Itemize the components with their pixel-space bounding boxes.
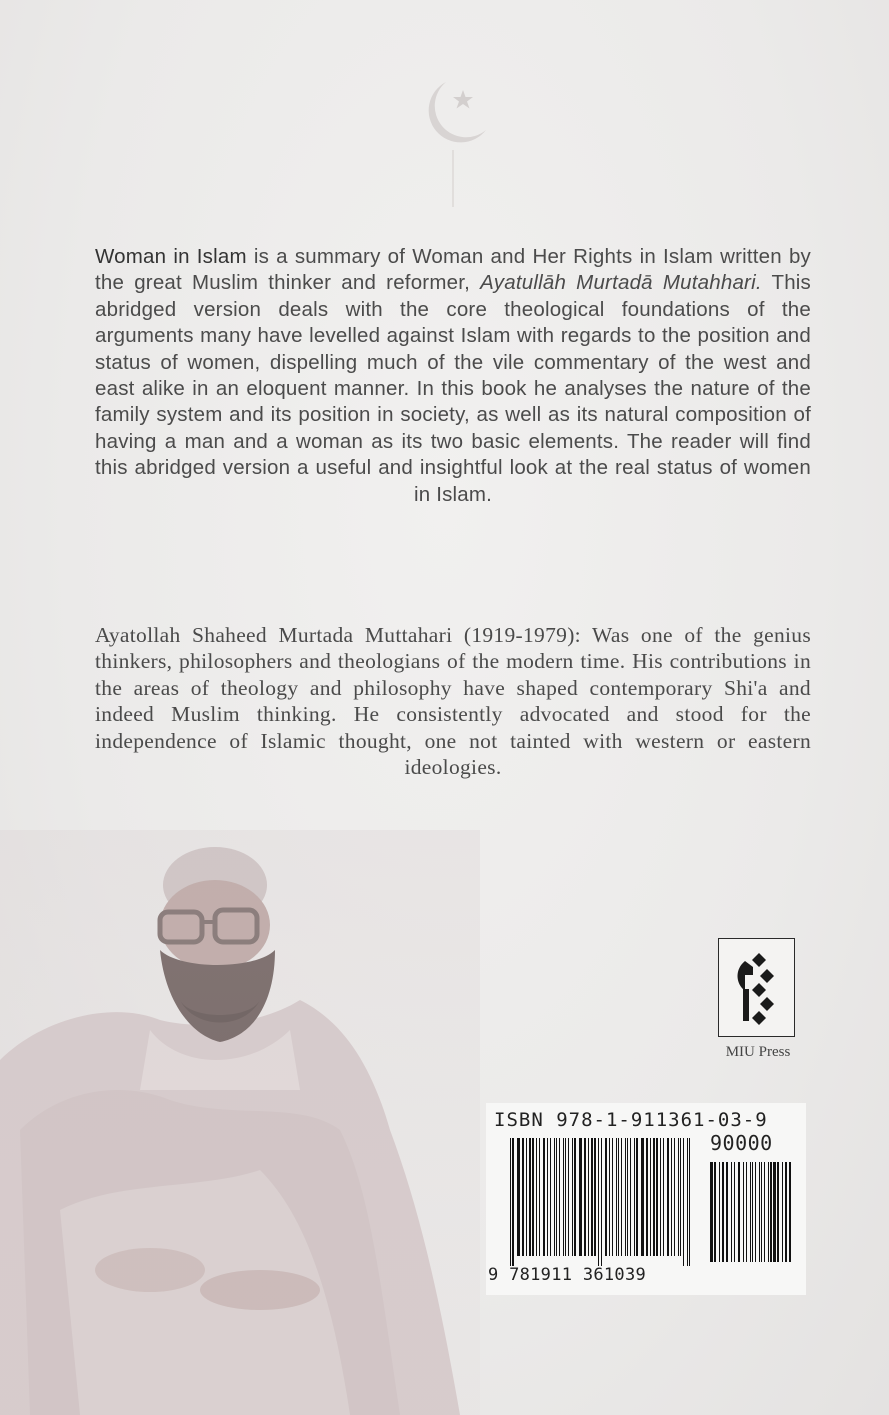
- barcode-bar: [563, 1138, 564, 1256]
- author-portrait-image: [0, 830, 480, 1415]
- barcode-bar: [601, 1138, 602, 1266]
- barcode-bar: [634, 1138, 635, 1256]
- barcode-bar: [650, 1138, 651, 1256]
- barcode-bar: [605, 1138, 607, 1256]
- barcode-bar: [689, 1138, 690, 1266]
- barcode-addon-bar: [731, 1162, 732, 1262]
- barcode-bar: [594, 1138, 596, 1256]
- barcode-bar: [572, 1138, 573, 1256]
- barcode-bar: [680, 1138, 681, 1256]
- barcode-bar: [539, 1138, 540, 1256]
- barcode-addon-bar: [777, 1162, 779, 1262]
- crescent-star-emblem: [408, 72, 498, 212]
- barcode-bar: [579, 1138, 582, 1256]
- description-text: is a summary of Woman and Her Rights in Islam written by the great Muslim thinker and reformer,: [95, 245, 811, 295]
- barcode-bar: [621, 1138, 622, 1256]
- barcode-addon-bar: [734, 1162, 735, 1262]
- barcode-bar: [656, 1138, 658, 1256]
- barcode-bar: [556, 1138, 557, 1256]
- barcode-addon-bar: [750, 1162, 751, 1262]
- barcode-addon-bar: [770, 1162, 772, 1262]
- barcode-addon-bar: [719, 1162, 720, 1262]
- author-name-italic: Ayatullāh Murtadā Mutahhari.: [480, 271, 762, 295]
- barcode-bar: [547, 1138, 548, 1256]
- barcode-addon-bar: [746, 1162, 747, 1262]
- barcode-bar: [618, 1138, 619, 1256]
- barcode-bar: [510, 1138, 511, 1266]
- publisher-logo-icon: [719, 939, 793, 1035]
- barcode-addon-bar: [722, 1162, 724, 1262]
- barcode-bar: [612, 1138, 613, 1256]
- barcode-bar: [663, 1138, 664, 1256]
- barcode-bar: [616, 1138, 617, 1256]
- barcode-bar: [591, 1138, 593, 1256]
- barcode-bar: [588, 1138, 589, 1256]
- barcode-addon-bar: [768, 1162, 769, 1262]
- barcode-addon-bar: [782, 1162, 783, 1262]
- barcode-addon-bar: [726, 1162, 728, 1262]
- barcode-bar: [532, 1138, 534, 1256]
- barcode-addon-bar: [759, 1162, 760, 1262]
- barcode-bar: [630, 1138, 631, 1256]
- barcode-bar: [512, 1138, 514, 1266]
- barcode-addon-bar: [773, 1162, 776, 1262]
- barcode-addon-bar: [755, 1162, 756, 1262]
- barcode-bar: [660, 1138, 661, 1256]
- barcode-bar: [526, 1138, 527, 1256]
- author-bio-name: Ayatollah Shaheed Murtada Muttahari (1919-1979):: [95, 623, 581, 647]
- barcode-addon-bar: [789, 1162, 791, 1262]
- author-biography: [95, 622, 811, 780]
- barcode-addon-bar: [714, 1162, 716, 1262]
- barcode-addon-bar: [764, 1162, 765, 1262]
- barcode-addon-bar: [785, 1162, 787, 1262]
- barcode-bar: [625, 1138, 626, 1256]
- barcode-bar: [543, 1138, 545, 1256]
- barcode-bar: [529, 1138, 531, 1256]
- publisher-logo: [718, 938, 795, 1037]
- barcode-bar: [627, 1138, 628, 1256]
- barcode-bar: [609, 1138, 610, 1256]
- barcode-bar: [671, 1138, 672, 1256]
- barcode-bar: [641, 1138, 644, 1256]
- barcode-addon-bar: [752, 1162, 753, 1262]
- barcode-bar: [646, 1138, 648, 1256]
- barcode-bar: [584, 1138, 586, 1256]
- barcode-bar: [667, 1138, 669, 1256]
- barcode-bar: [687, 1138, 688, 1266]
- barcode-addon-bar: [738, 1162, 740, 1262]
- barcode-bar: [598, 1138, 599, 1266]
- book-description: [95, 244, 811, 508]
- author-bio-text: Was one of the genius thinkers, philosophers and theologians of the modern time. His contributions in the areas of theology and philosophy have shaped contemporary Shi'a and indeed Muslim thinking. He consistently advocated and stood for the independence of Islamic thought, one not tainted with western or eastern ideologies.: [95, 623, 811, 780]
- barcode-bar: [550, 1138, 551, 1256]
- publisher-name: MIU Press: [725, 1044, 791, 1060]
- barcode-bar: [517, 1138, 520, 1256]
- barcode-bar: [559, 1138, 560, 1256]
- price-addon-code: 90000: [710, 1131, 773, 1155]
- book-title: Woman in Islam: [95, 245, 247, 268]
- description-text-cont: This abridged version deals with the core theological foundations of the arguments many have levelled against Islam with regards to the position and status of women, dispelling much of the vile commentary of the west and east alike in an eloquent manner. In this book he analyses the nature of the family system and its position in society, as well as its natural composition of having a man and a woman as its two basic elements. The reader will find this abridged version a useful and insightful look at the real status of women in Islam.: [95, 271, 811, 506]
- barcode-bar: [568, 1138, 569, 1256]
- ean-digits: 9 781911 361039: [488, 1265, 647, 1285]
- barcode-bar: [536, 1138, 537, 1256]
- barcode-bar: [678, 1138, 679, 1256]
- barcode-bar: [554, 1138, 555, 1256]
- barcode-bar: [565, 1138, 566, 1256]
- barcode-bar: [574, 1138, 576, 1256]
- barcode-addon-bar: [743, 1162, 744, 1262]
- barcode-bar: [636, 1138, 638, 1256]
- barcode-bar: [683, 1138, 684, 1266]
- barcode-bar: [522, 1138, 524, 1256]
- barcode-bar: [653, 1138, 655, 1256]
- barcode-addon-bar: [761, 1162, 762, 1262]
- barcode-bar: [674, 1138, 675, 1256]
- isbn-label: ISBN 978-1-911361-03-9: [494, 1109, 768, 1131]
- barcode-addon-bar: [710, 1162, 713, 1262]
- isbn-barcode: [500, 1138, 800, 1268]
